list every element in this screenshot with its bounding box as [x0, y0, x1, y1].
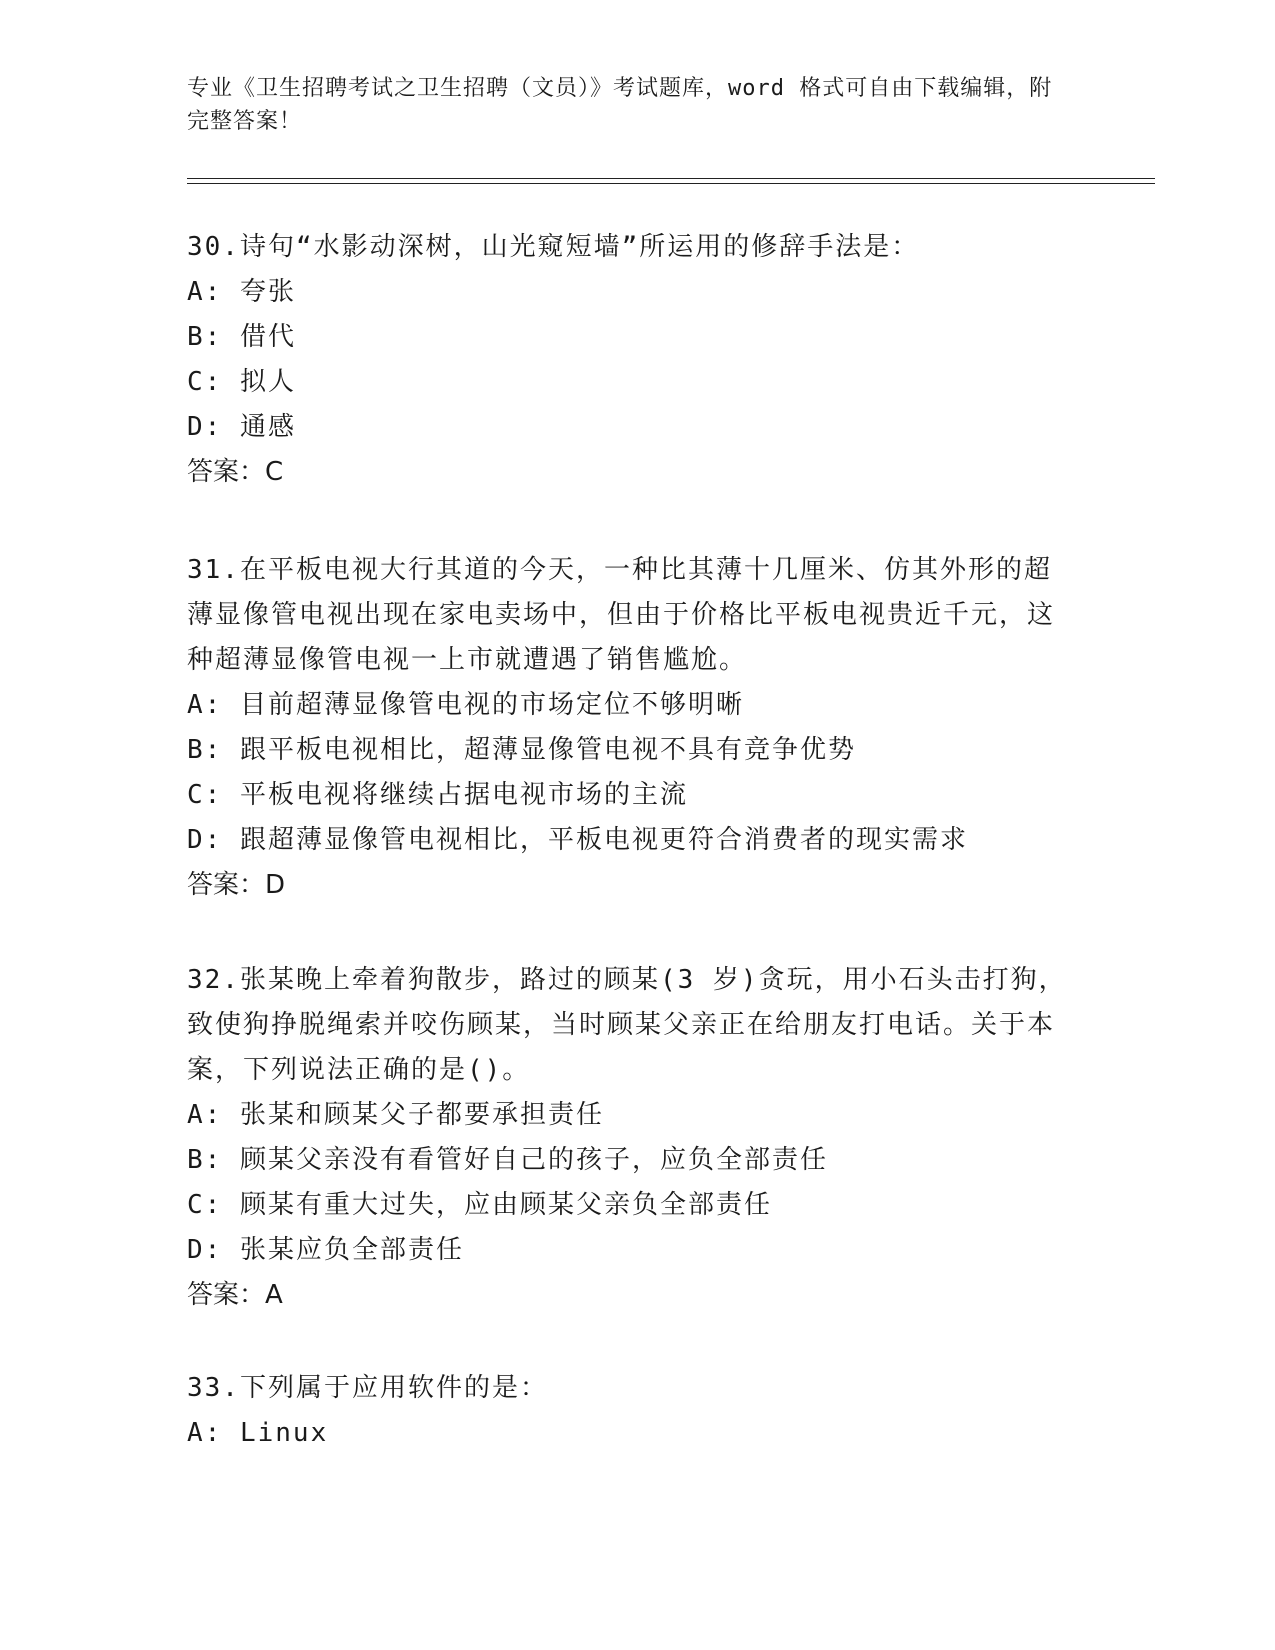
answer-line: 答案：D	[187, 870, 286, 900]
option-d: D: 通感	[187, 412, 296, 442]
question-stem: 33.下列属于应用软件的是：	[187, 1373, 548, 1403]
option-a: A: 张某和顾某父子都要承担责任	[187, 1100, 604, 1130]
option-b: B: 顾某父亲没有看管好自己的孩子，应负全部责任	[187, 1145, 828, 1175]
question-stem: 30.诗句“水影动深树，山光窥短墙”所运用的修辞手法是：	[187, 232, 920, 262]
option-c: C: 顾某有重大过失，应由顾某父亲负全部责任	[187, 1190, 772, 1220]
option-b: B: 借代	[187, 322, 296, 352]
document-header-note: 专业《卫生招聘考试之卫生招聘（文员）》考试题库，word 格式可自由下载编辑，附完整答案！	[187, 76, 1053, 134]
option-c: C: 平板电视将继续占据电视市场的主流	[187, 780, 688, 810]
question-block-32	[187, 958, 1087, 1318]
option-b: B: 跟平板电视相比，超薄显像管电视不具有竞争优势	[187, 735, 856, 765]
option-a: A: 目前超薄显像管电视的市场定位不够明晰	[187, 690, 744, 720]
option-a: A: 夸张	[187, 277, 296, 307]
question-block-30	[187, 225, 1087, 495]
answer-line: 答案：A	[187, 1280, 283, 1310]
question-block-31	[187, 548, 1087, 908]
question-stem: 31.在平板电视大行其道的今天，一种比其薄十几厘米、仿其外形的超薄显像管电视出现在家电卖场中，但由于价格比平板电视贵近千元，这种超薄显像管电视一上市就遭遇了销售尴尬。	[187, 555, 1056, 675]
question-block-33	[187, 1366, 1087, 1456]
header-divider-bottom	[187, 183, 1155, 184]
option-d: D: 张某应负全部责任	[187, 1235, 464, 1265]
answer-line: 答案：C	[187, 457, 284, 487]
option-c: C: 拟人	[187, 367, 296, 397]
question-stem: 32.张某晚上牵着狗散步，路过的顾某(3 岁)贪玩，用小石头击打狗，致使狗挣脱绳索并咬伤顾某，当时顾某父亲正在给朋友打电话。关于本案，下列说法正确的是()。	[187, 965, 1067, 1085]
option-a: A: Linux	[187, 1418, 329, 1448]
header-divider-top	[187, 178, 1155, 179]
option-d: D: 跟超薄显像管电视相比，平板电视更符合消费者的现实需求	[187, 825, 968, 855]
